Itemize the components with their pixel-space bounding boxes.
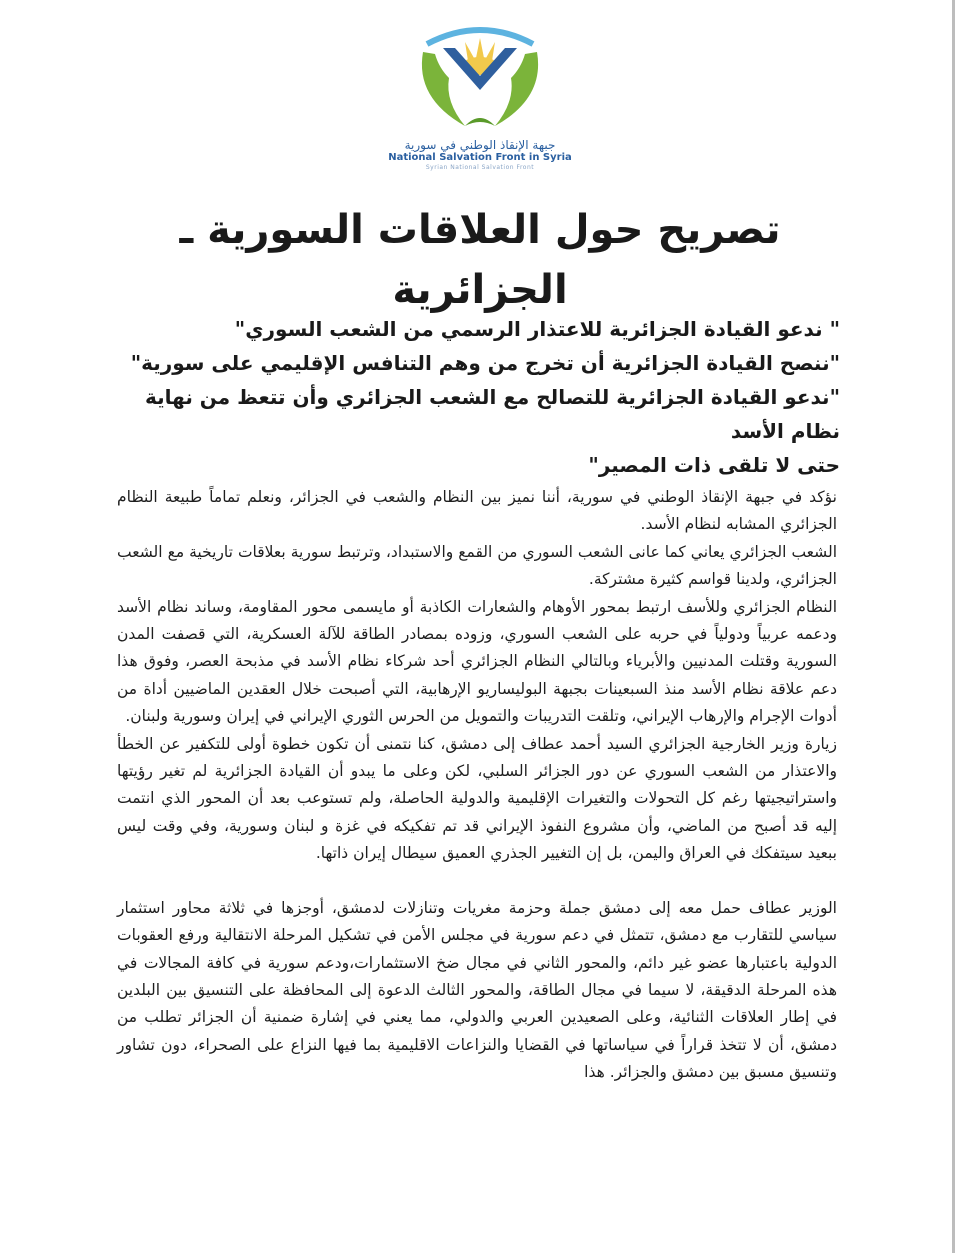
body-paragraph: زيارة وزير الخارجية الجزائري السيد أحمد عطاف إلى دمشق، كنا نتمنى أن تكون خطوة أولى للتكفير عن الخطأ والاعتذار من الشعب السوري عن دور الجزائر السلبي، لكن وعلى ما يبدو أن القيادة الجزائرية لم تغير رؤيتها واستراتيجيتها رغم كل التحولات والتغيرات الإقليمية والدولية الحاصلة، ولم تستوعب بعد أن المحور الذي انتمت إليه قد أصبح من الماضي، وأن مشروع النفوذ الإيراني قد تم تفكيكه في غزة و لبنان وسورية، وفي وقت ليس ببعيد سيتفكك في العراق واليمن، بل إن التغيير الجذري العميق سيطال إيران ذاتها.: [117, 734, 837, 863]
organization-logo: [385, 18, 575, 193]
statement-title: تصريح حول العلاقات السورية ـ الجزائرية: [179, 207, 781, 313]
logo-tagline: Syrian National Salvation Front: [425, 164, 535, 171]
statement-body: [117, 484, 837, 1087]
salvation-front-emblem-icon: [405, 18, 555, 136]
quote-line: حتى لا تلقى ذات المصير": [588, 453, 840, 477]
paragraph-spacer: [117, 868, 837, 895]
logo-arabic-name: جبهة الإنقاذ الوطني في سورية: [404, 138, 556, 152]
quote-line: "ننصح القيادة الجزائرية أن تخرج من وهم التنافس الإقليمي على سورية": [130, 351, 840, 375]
quotes-block: [110, 312, 840, 482]
quote-line: " ندعو القيادة الجزائرية للاعتذار الرسمي من الشعب السوري": [234, 317, 840, 341]
body-paragraph: الشعب الجزائري يعاني كما عانى الشعب السوري من القمع والاستبداد، وترتبط سورية بعلاقات تاريخية مع الشعب الجزائري، ولدينا قواسم كثيرة مشتركة.: [117, 542, 837, 589]
body-paragraph: الوزير عطاف حمل معه إلى دمشق جملة وحزمة مغريات وتنازلات لدمشق، أوجزها في ثلاثة محاور استثمار سياسي للتقارب مع دمشق، تتمثل في دعم سورية في مجلس الأمن في تشكيل المرحلة الانتقالية ورفع العقوبات الدولية باعتبارها عضو غير دائم، والمحور الثاني في مجال ضخ الاستثمارات،ودعم سورية في كافة المجالات في هذه المرحلة الدقيقة، لا سيما في مجال الطاقة، والمحور الثالث الدعوة إلى المحافظة على التنسيق بين البلدين في إطار العلاقات الثنائية، وعلى الصعيدين العربي والدولي، مما يعني في إشارة ضمنية أن الجزائر تطلب من دمشق، أن لا تتخذ قراراً في سياساتها في القضايا والنزاعات الاقليمية بما فيها النزاع على الصحراء، دون تشاور وتنسيق مسبق بين دمشق والجزائر. هذا: [117, 898, 837, 1082]
quote-line: "ندعو القيادة الجزائرية للتصالح مع الشعب الجزائري وأن تتعظ من نهاية نظام الأسد: [144, 385, 840, 443]
body-paragraph: النظام الجزائري وللأسف ارتبط بمحور الأوهام والشعارات الكاذبة أو مايسمى محور المقاومة، وساند نظام الأسد ودعمه عربياً ودولياً في حربه على الشعب السوري، وزوده بمصادر الطاقة للآلة العسكرية، التي قصفت المدن السورية وقتلت المدنيين والأبرياء وبالتالي النظام الجزائري أحد شركاء نظام الأسد في مذبحة العصر، وفوق هذا دعم علاقة نظام الأسد منذ السبعينات بجبهة البوليساريو الإرهابية، التي أصبحت خلال العقدين الماضيين أداة من أدوات الإجرام والإرهاب الإيراني، وتلقت التدريبات والتمويل من الحرس الثوري الإيراني في إيران وسورية ولبنان.: [117, 597, 837, 726]
logo-english-name: National Salvation Front in Syria: [388, 152, 572, 163]
body-paragraph: نؤكد في جبهة الإنقاذ الوطني في سورية، أننا نميز بين النظام والشعب في الجزائر، ونعلم تماماً طبيعة النظام الجزائري المشابه لنظام الأسد.: [117, 488, 837, 534]
